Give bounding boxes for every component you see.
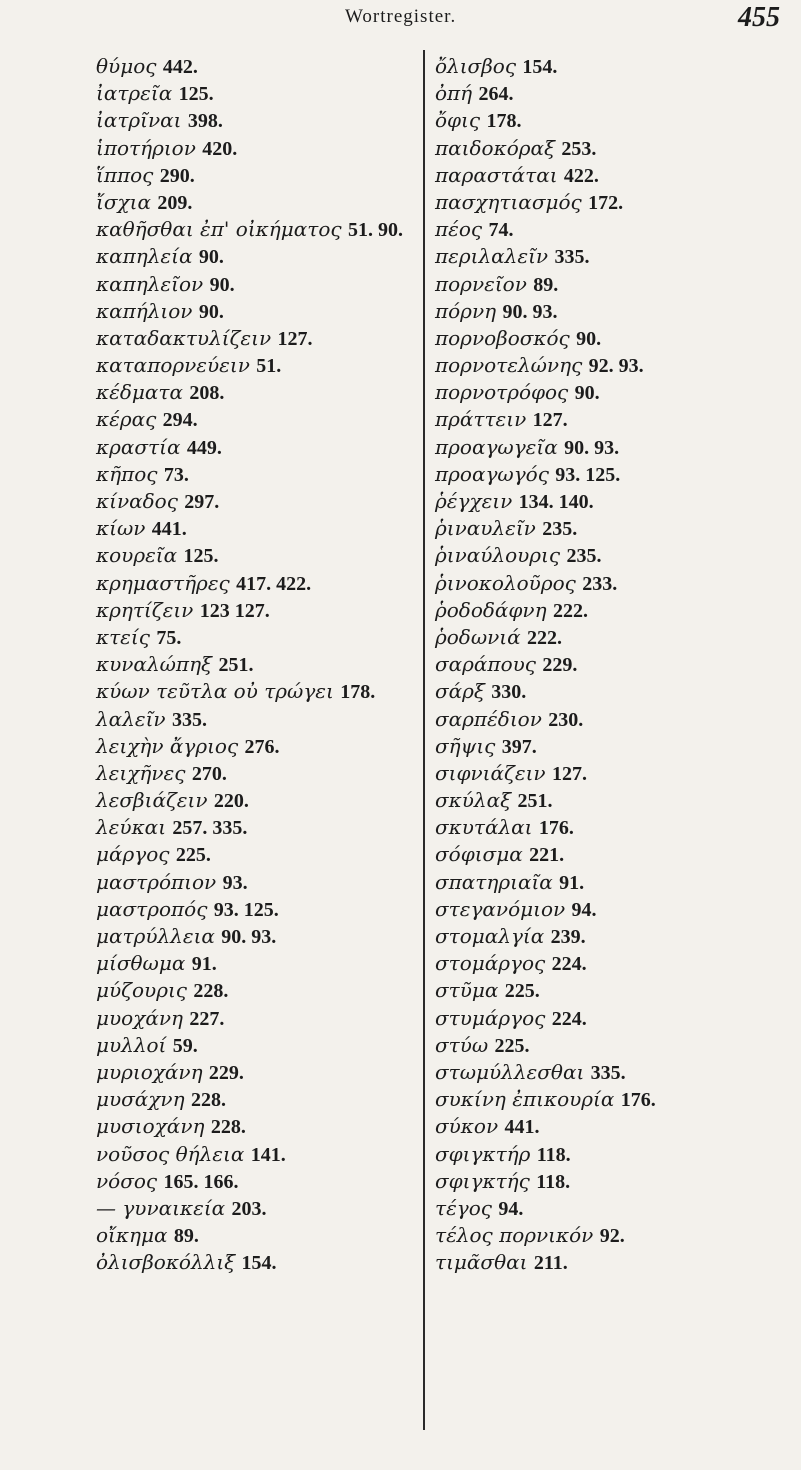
entry-page-refs: 220. — [213, 790, 249, 813]
entry-term: σόφισμα — [435, 842, 523, 867]
index-entry — [435, 352, 795, 379]
index-entry — [435, 325, 795, 352]
entry-page-refs: 233. — [582, 572, 618, 595]
entry-page-refs: 90. — [574, 382, 600, 405]
entry-page-refs: 225. — [175, 844, 211, 867]
entry-term: μαστροπός — [96, 896, 208, 921]
entry-page-refs: 228. — [210, 1116, 246, 1139]
entry-term: τιμᾶσθαι — [435, 1250, 528, 1275]
entry-term: μάργος — [96, 842, 170, 867]
entry-term: πράττειν — [435, 407, 527, 432]
index-entry — [96, 515, 476, 542]
index-entry — [96, 1059, 476, 1086]
entry-page-refs: 92. — [599, 1225, 625, 1248]
entry-page-refs: 89. — [533, 273, 559, 296]
entry-term: ῥιναύλουρις — [435, 543, 561, 568]
page-number: 455 — [738, 2, 780, 33]
entry-term: κῆπος — [96, 461, 158, 486]
entry-term: κτείς — [96, 624, 150, 649]
index-entry — [96, 1005, 476, 1032]
entry-page-refs: 229. — [542, 654, 578, 677]
index-entry — [96, 597, 476, 624]
index-entry — [435, 869, 795, 896]
entry-page-refs: 420. — [202, 137, 238, 160]
entry-page-refs: 229. — [208, 1061, 244, 1084]
entry-page-refs: 141. — [250, 1143, 286, 1166]
entry-term: σύκον — [435, 1114, 499, 1139]
entry-term: σκύλαξ — [435, 788, 512, 813]
index-entry — [435, 651, 795, 678]
entry-term: κουρεῖα — [96, 543, 178, 568]
index-entry — [96, 896, 476, 923]
entry-page-refs: 224. — [551, 953, 587, 976]
entry-term: καταδακτυλίζειν — [96, 325, 272, 350]
entry-page-refs: 90. — [209, 273, 235, 296]
index-entry — [96, 1168, 476, 1195]
index-entry — [435, 841, 795, 868]
entry-term: ματρύλλεια — [96, 924, 215, 948]
entry-term: κίων — [96, 516, 146, 541]
entry-page-refs: 398. — [187, 110, 223, 133]
entry-term: καπηλεῖον — [96, 271, 204, 296]
entry-page-refs: 93. 125. — [555, 463, 621, 486]
index-entry — [435, 923, 795, 950]
entry-page-refs: 90. — [198, 300, 224, 323]
entry-term: κέδματα — [96, 380, 183, 405]
entry-term: μύζουρις — [96, 978, 187, 1003]
entry-term: σιφνιάζειν — [435, 760, 546, 785]
entry-term: μυριοχάνη — [96, 1059, 203, 1084]
index-entry — [435, 678, 795, 705]
entry-term: σῆψις — [435, 733, 496, 758]
index-entry — [435, 243, 795, 270]
index-entry — [435, 298, 795, 325]
entry-page-refs: 176. — [620, 1089, 656, 1112]
entry-page-refs: 228. — [190, 1089, 226, 1112]
index-entry — [435, 760, 795, 787]
index-entry — [96, 80, 476, 107]
entry-page-refs: 93. 125. — [213, 898, 279, 921]
entry-term: λεσβιάζειν — [96, 788, 208, 813]
entry-term: νοῦσος θήλεια — [96, 1141, 245, 1166]
entry-page-refs: 178. — [486, 110, 522, 133]
index-entry — [435, 162, 795, 189]
entry-page-refs: 251. — [517, 790, 553, 813]
entry-page-refs: 59. — [172, 1034, 198, 1057]
index-entry — [96, 107, 476, 134]
index-entry — [435, 1086, 795, 1113]
index-entry — [435, 216, 795, 243]
entry-page-refs: 51. 90. — [347, 219, 403, 242]
entry-term: ὀπή — [435, 81, 473, 106]
entry-term: σάρξ — [435, 679, 485, 704]
index-entry — [96, 624, 476, 651]
index-entry — [96, 869, 476, 896]
entry-page-refs: 335. — [171, 708, 207, 731]
entry-term: μυσιοχάνη — [96, 1114, 205, 1139]
entry-page-refs: 225. — [504, 980, 540, 1003]
entry-page-refs: 397. — [501, 735, 537, 758]
index-entry — [96, 787, 476, 814]
entry-page-refs: 221. — [529, 844, 565, 867]
entry-term: μυλλοί — [96, 1032, 167, 1057]
entry-page-refs: 335. — [554, 246, 590, 269]
entry-page-refs: 235. — [542, 518, 578, 541]
entry-page-refs: 123 127. — [199, 599, 270, 622]
entry-page-refs: 94. — [498, 1197, 524, 1220]
entry-page-refs: 222. — [527, 626, 563, 649]
index-entry — [435, 271, 795, 298]
entry-term: ὄφις — [435, 108, 481, 133]
index-entry — [435, 624, 795, 651]
entry-page-refs: 230. — [548, 708, 584, 731]
entry-page-refs: 264. — [478, 83, 514, 106]
entry-term: καθῆσθαι ἐπ' οἰκήματος — [96, 217, 342, 242]
entry-term: ἱποτήριον — [96, 135, 196, 160]
entry-term: πορνοτελώνης — [435, 353, 583, 378]
entry-term: περιλαλεῖν — [435, 244, 549, 269]
entry-term: ὀλισβοκόλλιξ — [96, 1250, 236, 1275]
index-entry — [96, 53, 476, 80]
index-entry — [96, 298, 476, 325]
index-entry — [96, 1222, 476, 1249]
index-entry — [96, 678, 476, 705]
entry-term: κραστία — [96, 434, 181, 459]
entry-term: ἰατρῖναι — [96, 108, 182, 133]
index-entry — [96, 243, 476, 270]
index-entry — [96, 434, 476, 461]
index-entry — [435, 1059, 795, 1086]
entry-page-refs: 294. — [162, 409, 198, 432]
entry-page-refs: 125. — [183, 545, 219, 568]
index-entry — [435, 1249, 795, 1276]
index-entry — [435, 379, 795, 406]
entry-page-refs: 90. 93. — [564, 436, 620, 459]
entry-page-refs: 441. — [504, 1116, 540, 1139]
entry-page-refs: 176. — [538, 817, 574, 840]
entry-term: μυοχάνη — [96, 1005, 183, 1030]
index-entry — [435, 1113, 795, 1140]
index-entry — [435, 787, 795, 814]
entry-page-refs: 75. — [156, 626, 182, 649]
entry-page-refs: 90. — [198, 246, 224, 269]
index-entry — [435, 977, 795, 1004]
entry-page-refs: 154. — [522, 56, 558, 78]
entry-page-refs: 335. — [590, 1061, 626, 1084]
index-entry — [96, 1113, 476, 1140]
entry-page-refs: 257. 335. — [172, 817, 248, 840]
entry-term: ἰατρεῖα — [96, 81, 173, 106]
entry-term: ῥοδωνιά — [435, 624, 521, 649]
entry-term: νόσος — [96, 1168, 158, 1193]
index-entry — [435, 570, 795, 597]
entry-term: κίναδος — [96, 489, 178, 513]
entry-term: ὄλισβος — [435, 54, 517, 78]
index-entry — [96, 977, 476, 1004]
entry-term: οἴκημα — [96, 1223, 168, 1248]
entry-page-refs: 74. — [488, 219, 514, 242]
entry-page-refs: 90. 93. — [502, 300, 558, 323]
entry-page-refs: 442. — [162, 56, 198, 78]
entry-page-refs: 253. — [561, 137, 597, 160]
index-entry — [435, 733, 795, 760]
entry-page-refs: 228. — [193, 980, 229, 1003]
index-entry — [435, 135, 795, 162]
index-entry — [435, 1032, 795, 1059]
entry-term: κρητίζειν — [96, 597, 194, 622]
index-entry — [96, 216, 476, 243]
entry-term: μίσθωμα — [96, 951, 186, 976]
entry-page-refs: 90. 93. — [221, 926, 277, 948]
entry-term: παραστάται — [435, 162, 558, 187]
entry-page-refs: 127. — [551, 762, 587, 785]
index-entry — [96, 841, 476, 868]
index-entry — [96, 461, 476, 488]
entry-term: ῥοδοδάφνη — [435, 597, 547, 622]
entry-page-refs: 441. — [151, 518, 187, 541]
entry-term: συκίνη ἐπικουρία — [435, 1087, 615, 1112]
entry-term: λειχὴν ἄγριος — [96, 733, 239, 758]
index-entry — [435, 189, 795, 216]
index-entry — [96, 325, 476, 352]
entry-page-refs: 89. — [173, 1225, 199, 1248]
entry-page-refs: 251. — [218, 654, 254, 677]
entry-term: κέρας — [96, 407, 157, 432]
index-entry — [435, 1168, 795, 1195]
entry-term: πορνοτρόφος — [435, 380, 569, 405]
entry-page-refs: 276. — [244, 735, 280, 758]
index-entry — [435, 1005, 795, 1032]
entry-term: ῥινοκολοῦρος — [435, 570, 576, 595]
entry-term: καπήλιον — [96, 298, 193, 323]
index-entry — [96, 706, 476, 733]
index-entry — [96, 189, 476, 216]
index-entry — [435, 950, 795, 977]
entry-term: καπηλεία — [96, 244, 193, 269]
entry-term: σφιγκτήρ — [435, 1141, 531, 1166]
index-entry — [435, 896, 795, 923]
entry-term: καταπορνεύειν — [96, 353, 250, 378]
entry-page-refs: 127. — [532, 409, 568, 432]
entry-page-refs: 449. — [186, 436, 222, 459]
entry-page-refs: 227. — [189, 1007, 225, 1030]
entry-term: θύμος — [96, 54, 157, 78]
index-entry — [435, 814, 795, 841]
entry-page-refs: 165. 166. — [163, 1170, 239, 1193]
entry-page-refs: 134. 140. — [518, 491, 594, 513]
index-entry — [96, 923, 476, 950]
entry-page-refs: 297. — [184, 491, 220, 513]
entry-term: σφιγκτής — [435, 1168, 530, 1193]
entry-page-refs: 239. — [550, 926, 586, 948]
index-entry — [96, 1249, 476, 1276]
entry-term: προαγωγός — [435, 461, 549, 486]
entry-term: τέγος — [435, 1195, 492, 1220]
index-entry — [435, 434, 795, 461]
entry-term: πορνεῖον — [435, 271, 527, 296]
entry-term: σαράπους — [435, 652, 536, 677]
entry-page-refs: 222. — [552, 599, 588, 622]
entry-term: λαλεῖν — [96, 706, 166, 731]
entry-term: σαρπέδιον — [435, 706, 542, 731]
entry-term: παιδοκόραξ — [435, 135, 556, 160]
entry-term: μαστρόπιον — [96, 869, 217, 894]
entry-page-refs: 73. — [163, 463, 189, 486]
entry-page-refs: 93. — [222, 871, 248, 894]
entry-term: προαγωγεῖα — [435, 434, 558, 459]
entry-page-refs: 178. — [340, 681, 376, 704]
entry-term: λεύκαι — [96, 815, 167, 840]
running-title: Wortregister. — [345, 6, 457, 27]
entry-term: μυσάχνη — [96, 1087, 185, 1112]
entry-term: ἴσχια — [96, 189, 151, 214]
entry-page-refs: 91. — [191, 953, 217, 976]
index-entry — [96, 651, 476, 678]
index-entry — [96, 1195, 476, 1222]
index-entry — [96, 1141, 476, 1168]
entry-term: ῥιναυλεῖν — [435, 516, 536, 541]
entry-term: στυμάργος — [435, 1005, 546, 1030]
entry-term: — γυναικεία — [96, 1195, 226, 1220]
entry-page-refs: 118. — [536, 1143, 571, 1166]
index-entry — [435, 406, 795, 433]
index-entry — [96, 135, 476, 162]
index-entry — [96, 488, 476, 515]
entry-page-refs: 154. — [241, 1252, 277, 1275]
index-entry — [435, 1222, 795, 1249]
right-column — [435, 53, 795, 1276]
entry-page-refs: 225. — [494, 1034, 530, 1057]
entry-term: στομάργος — [435, 951, 546, 976]
index-entry — [96, 570, 476, 597]
entry-term: ῥέγχειν — [435, 489, 513, 513]
entry-term: λειχῆνες — [96, 760, 186, 785]
entry-page-refs: 211. — [533, 1252, 568, 1275]
entry-page-refs: 51. — [256, 355, 282, 378]
entry-term: στεγανόμιον — [435, 896, 566, 921]
index-entry — [96, 1086, 476, 1113]
entry-page-refs: 92. 93. — [588, 355, 644, 378]
entry-term: πασχητιασμός — [435, 189, 582, 214]
entry-term: πέος — [435, 217, 483, 242]
index-entry — [435, 706, 795, 733]
index-entry — [435, 597, 795, 624]
entry-term: στωμύλλεσθαι — [435, 1059, 585, 1084]
entry-page-refs: 330. — [491, 681, 527, 704]
index-entry — [435, 107, 795, 134]
page-header — [0, 0, 801, 40]
index-entry — [435, 515, 795, 542]
entry-page-refs: 290. — [159, 164, 195, 187]
entry-term: κύων τεῦτλα οὐ τρώγει — [96, 679, 334, 704]
index-entry — [96, 406, 476, 433]
entry-page-refs: 172. — [588, 191, 624, 214]
entry-term: τέλος πορνικόν — [435, 1223, 594, 1248]
index-entry — [435, 542, 795, 569]
entry-term: κρημαστῆρες — [96, 570, 230, 595]
entry-term: σπατηριαῖα — [435, 869, 553, 894]
entry-page-refs: 209. — [157, 191, 193, 214]
entry-page-refs: 208. — [189, 382, 225, 405]
index-entry — [435, 1141, 795, 1168]
entry-term: κυναλώπηξ — [96, 652, 213, 677]
entry-term: πορνοβοσκός — [435, 325, 570, 350]
entry-page-refs: 118. — [536, 1170, 571, 1193]
entry-page-refs: 125. — [178, 83, 214, 106]
index-entry — [435, 1195, 795, 1222]
index-entry — [96, 814, 476, 841]
index-entry — [96, 379, 476, 406]
entry-page-refs: 235. — [566, 545, 602, 568]
entry-page-refs: 94. — [571, 898, 597, 921]
entry-page-refs: 203. — [231, 1197, 267, 1220]
index-entry — [96, 352, 476, 379]
index-entry — [96, 1032, 476, 1059]
entry-page-refs: 224. — [551, 1007, 587, 1030]
index-entry — [96, 950, 476, 977]
index-entry — [96, 542, 476, 569]
index-entry — [96, 733, 476, 760]
index-entry — [435, 53, 795, 80]
entry-term: στῦμα — [435, 978, 499, 1003]
left-column — [96, 53, 476, 1276]
index-entry — [96, 162, 476, 189]
index-entry — [435, 488, 795, 515]
entry-term: πόρνη — [435, 298, 497, 323]
entry-page-refs: 127. — [277, 327, 313, 350]
entry-term: ἵππος — [96, 162, 154, 187]
entry-term: στομαλγία — [435, 924, 545, 948]
index-entry — [96, 271, 476, 298]
index-entry — [435, 461, 795, 488]
index-entry — [96, 760, 476, 787]
entry-page-refs: 270. — [191, 762, 227, 785]
entry-term: σκυτάλαι — [435, 815, 533, 840]
index-entry — [435, 80, 795, 107]
entry-term: στύω — [435, 1032, 489, 1057]
entry-page-refs: 417. 422. — [236, 572, 312, 595]
entry-page-refs: 91. — [559, 871, 585, 894]
entry-page-refs: 90. — [576, 327, 602, 350]
entry-page-refs: 422. — [563, 164, 599, 187]
